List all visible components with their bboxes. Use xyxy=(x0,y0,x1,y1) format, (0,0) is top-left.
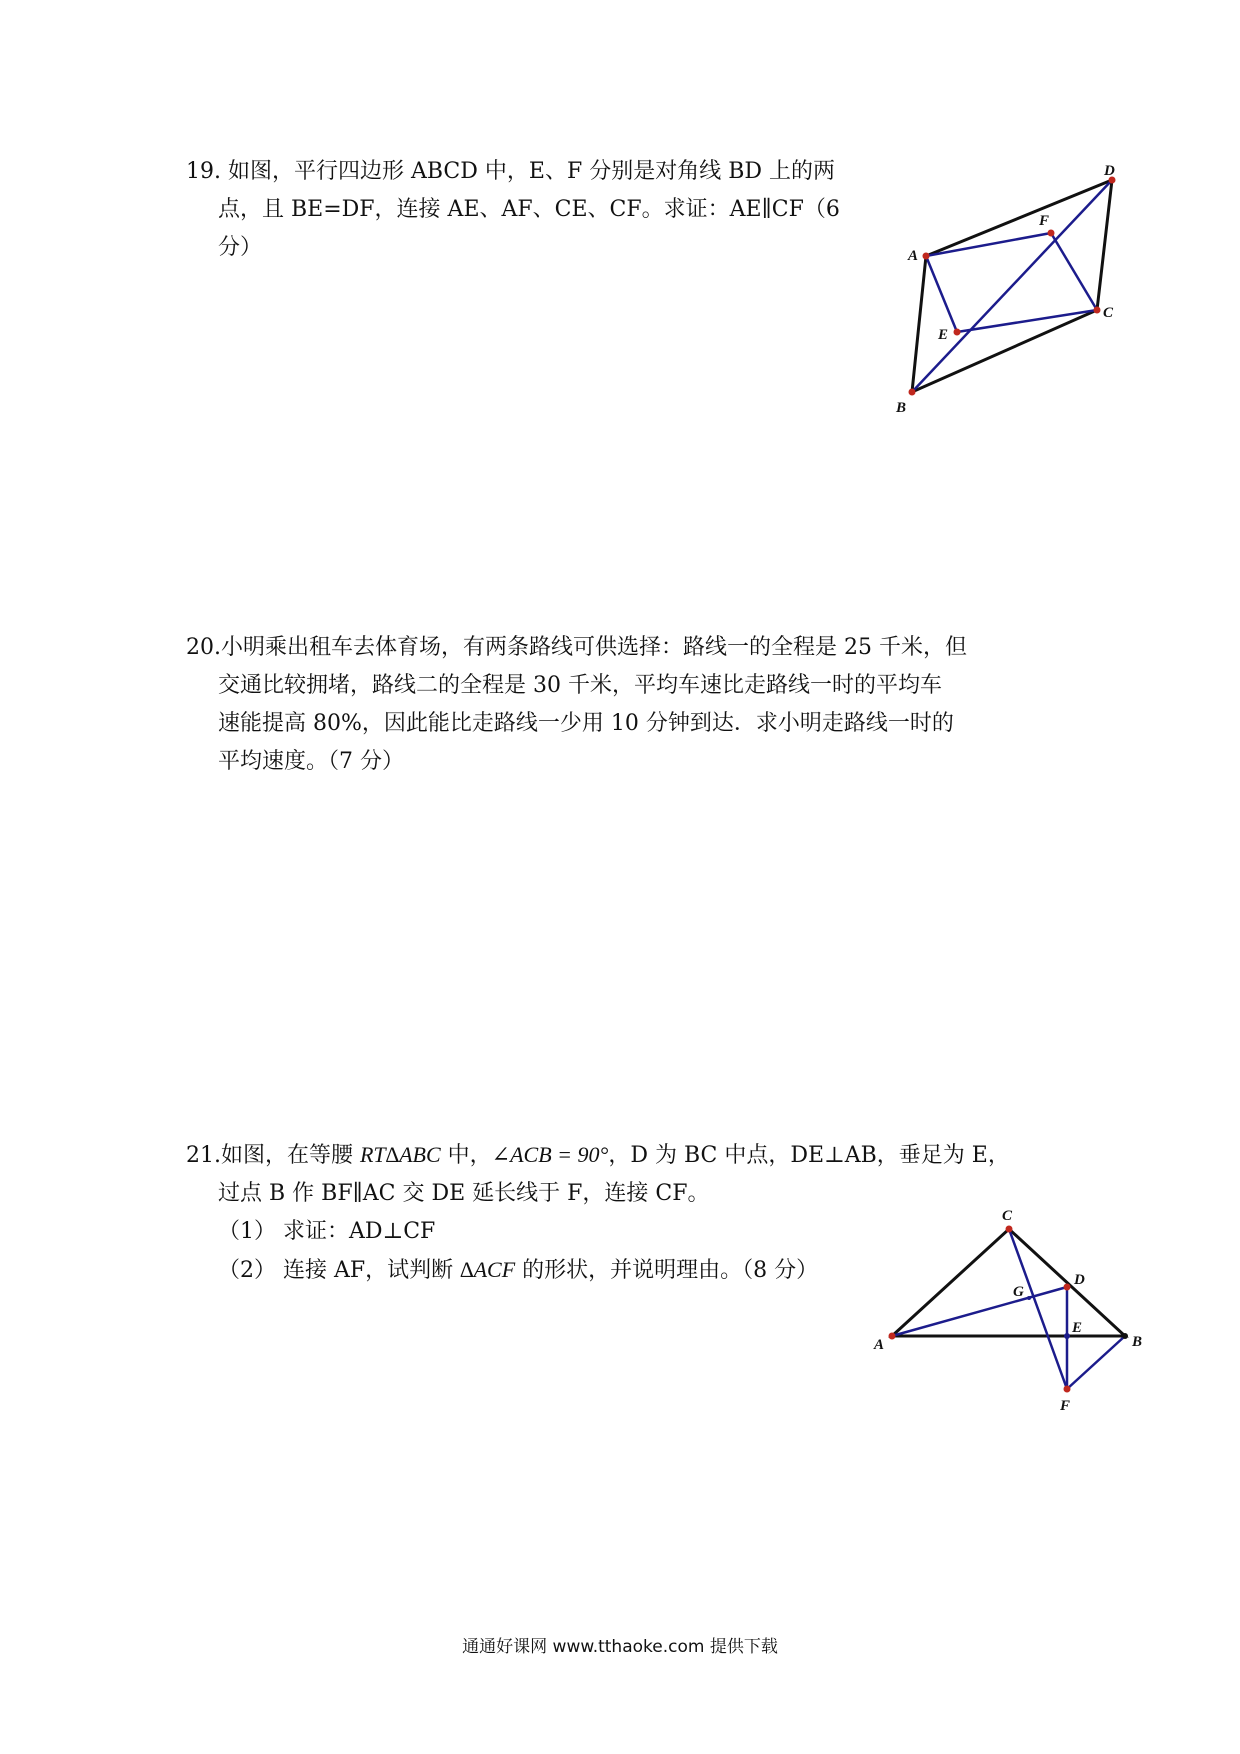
figure-parallelogram xyxy=(880,155,1120,425)
q21-part-2-text-a: （2） 连接 AF，试判断 xyxy=(218,1258,461,1283)
q20-line-2: 交通比较拥堵，路线二的全程是 30 千米，平均车速比走路线一时的平均车 xyxy=(218,673,942,698)
label-d: D xyxy=(1104,163,1115,179)
q19-line-1: 19. 如图，平行四边形 ABCD 中，E、F 分别是对角线 BD 上的两 xyxy=(186,159,836,184)
q20-line-1: 20.小明乘出租车去体育场，有两条路线可供选择：路线一的全程是 25 千米，但 xyxy=(186,635,967,660)
label-g: G xyxy=(1013,1284,1024,1300)
figure-right-triangle xyxy=(860,1195,1160,1430)
label-c: C xyxy=(1002,1208,1013,1224)
label-b: B xyxy=(896,400,907,416)
question-19 xyxy=(186,153,840,267)
q21-math-triangle: RT∆ABC xyxy=(359,1142,441,1167)
q20-line-3: 速能提高 80%，因此能比走路线一少用 10 分钟到达．求小明走路线一时的 xyxy=(218,711,954,736)
segment-af xyxy=(926,233,1051,256)
point-a xyxy=(923,253,930,260)
q19-line-3: 分） xyxy=(218,235,263,260)
point-e xyxy=(1064,1333,1070,1339)
point-f xyxy=(1064,1386,1071,1393)
label-e: E xyxy=(938,327,949,343)
point-c xyxy=(1006,1226,1013,1233)
q21-line-1-text-c: ，D 为 BC 中点，DE⊥AB，垂足为 E， xyxy=(608,1143,1010,1168)
segment-bf xyxy=(1067,1336,1125,1389)
q21-line-1-text-b: 中， xyxy=(440,1143,492,1168)
q21-part-2-text-b: 的形状，并说明理由。（8 分） xyxy=(515,1258,819,1283)
q20-line-4: 平均速度。（7 分） xyxy=(218,749,404,774)
point-g xyxy=(1027,1296,1031,1300)
triangle-abc xyxy=(892,1229,1125,1336)
label-a: A xyxy=(908,248,919,264)
label-b: B xyxy=(1132,1334,1143,1350)
point-f xyxy=(1048,230,1055,237)
label-c: C xyxy=(1103,305,1114,321)
label-d: D xyxy=(1074,1272,1085,1288)
point-b xyxy=(1122,1333,1128,1339)
point-c xyxy=(1094,307,1101,314)
label-f: F xyxy=(1060,1398,1071,1414)
q21-line-1 xyxy=(186,1136,1010,1175)
label-e: E xyxy=(1072,1320,1083,1336)
q21-line-1-text-a: 21.如图，在等腰 xyxy=(186,1143,360,1168)
point-b xyxy=(909,389,916,396)
q21-math-angle: ∠ACB = 90° xyxy=(491,1142,609,1167)
q21-part-1: （1） 求证：AD⊥CF xyxy=(218,1219,436,1244)
segment-ae xyxy=(926,256,957,332)
question-20 xyxy=(186,629,967,781)
segment-cf xyxy=(1009,1229,1067,1389)
point-a xyxy=(889,1333,896,1340)
q21-line-2: 过点 B 作 BF∥AC 交 DE 延长线于 F，连接 CF。 xyxy=(218,1181,710,1206)
point-e xyxy=(954,329,961,336)
label-a: A xyxy=(874,1337,885,1353)
q21-math-acf: ∆ACF xyxy=(460,1257,516,1282)
page-footer: 通通好课网 www.tthaoke.com 提供下载 xyxy=(462,1637,778,1657)
label-f: F xyxy=(1039,213,1050,229)
segment-cf xyxy=(1051,233,1097,310)
point-d xyxy=(1064,1284,1071,1291)
q19-line-2: 点，且 BE=DF，连接 AE、AF、CE、CF。求证：AE∥CF（6 xyxy=(218,197,840,222)
